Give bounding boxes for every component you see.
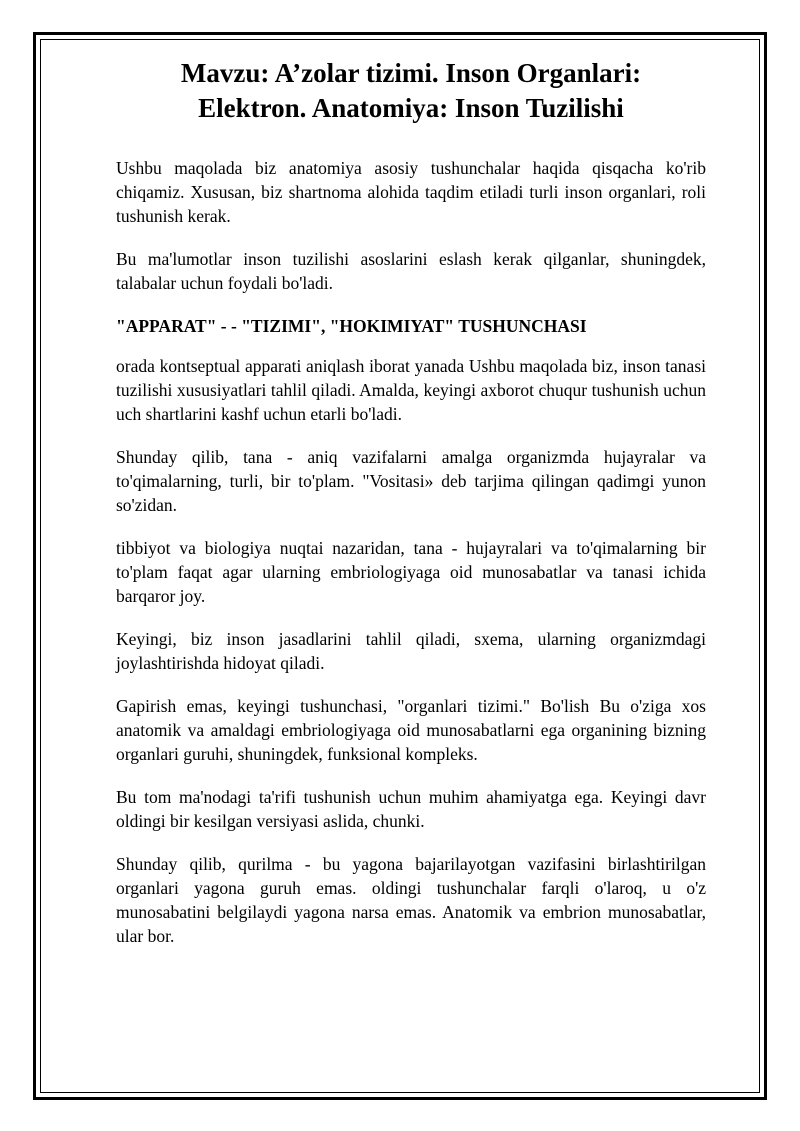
section-heading: "APPARAT" - - "TIZIMI", "HOKIMIYAT" TUSHUNCHASI [116, 316, 587, 336]
intro-paragraph-1: Ushbu maqolada biz anatomiya asosiy tushunchalar haqida qisqacha ko'rib chiqamiz. Xususan, biz shartnoma alohida taqdim etiladi turli inson organlari, roli tushunish kerak. [116, 158, 706, 226]
section-paragraph-2: Shunday qilib, tana - aniq vazifalarni amalga organizmda hujayralar va to'qimalarning, turli, bir to'plam. "Vositasi» deb tarjima qilingan qadimgi yunon so'zidan. [116, 447, 706, 515]
section-paragraph-7: Shunday qilib, qurilma - bu yagona bajarilayotgan vazifasini birlashtirilgan organlari yagona guruh emas. oldingi tushunchalar farqli o'laroq, u o'z munosabatini belgilaydi yagona narsa emas. Anatomik va embrion munosabatlar, ular bor. [116, 854, 706, 946]
section-paragraph-4: Keyingi, biz inson jasadlarini tahlil qiladi, sxema, ularning organizmdagi joylashtirishda hidoyat qiladi. [116, 629, 706, 673]
document-title-line-2: Elektron. Anatomiya: Inson Tuzilishi [198, 93, 624, 123]
document-title-line-1: Mavzu: A’zolar tizimi. Inson Organlari: [180, 58, 642, 88]
document-body [116, 56, 706, 967]
section-paragraph-3: tibbiyot va biologiya nuqtai nazaridan, tana - hujayralari va to'qimalarning bir to'plam faqat agar ularning embriologiyaga oid munosabatlar va tanasi ichida barqaror joy. [116, 538, 706, 606]
section-paragraph-1: orada kontseptual apparati aniqlash iborat yanada Ushbu maqolada biz, inson tanasi tuzilishi xususiyatlari tahlil qiladi. Amalda, keyingi axborot chuqur tushunish uchun uch shartlarini kashf uchun etarli bo'ladi. [116, 356, 706, 424]
document-title [116, 56, 706, 126]
intro-paragraph-2: Bu ma'lumotlar inson tuzilishi asoslarini eslash kerak qilganlar, shuningdek, talabalar uchun foydali bo'ladi. [116, 249, 706, 293]
section-paragraph-5: Gapirish emas, keyingi tushunchasi, "organlari tizimi." Bo'lish Bu o'ziga xos anatomik va amaldagi embriologiyaga oid munosabatlarni ega organining bizning organlari guruhi, shuningdek, funksional kompleks. [116, 696, 706, 764]
section-paragraph-6: Bu tom ma'nodagi ta'rifi tushunish uchun muhim ahamiyatga ega. Keyingi davr oldingi bir kesilgan versiyasi aslida, chunki. [116, 787, 706, 831]
